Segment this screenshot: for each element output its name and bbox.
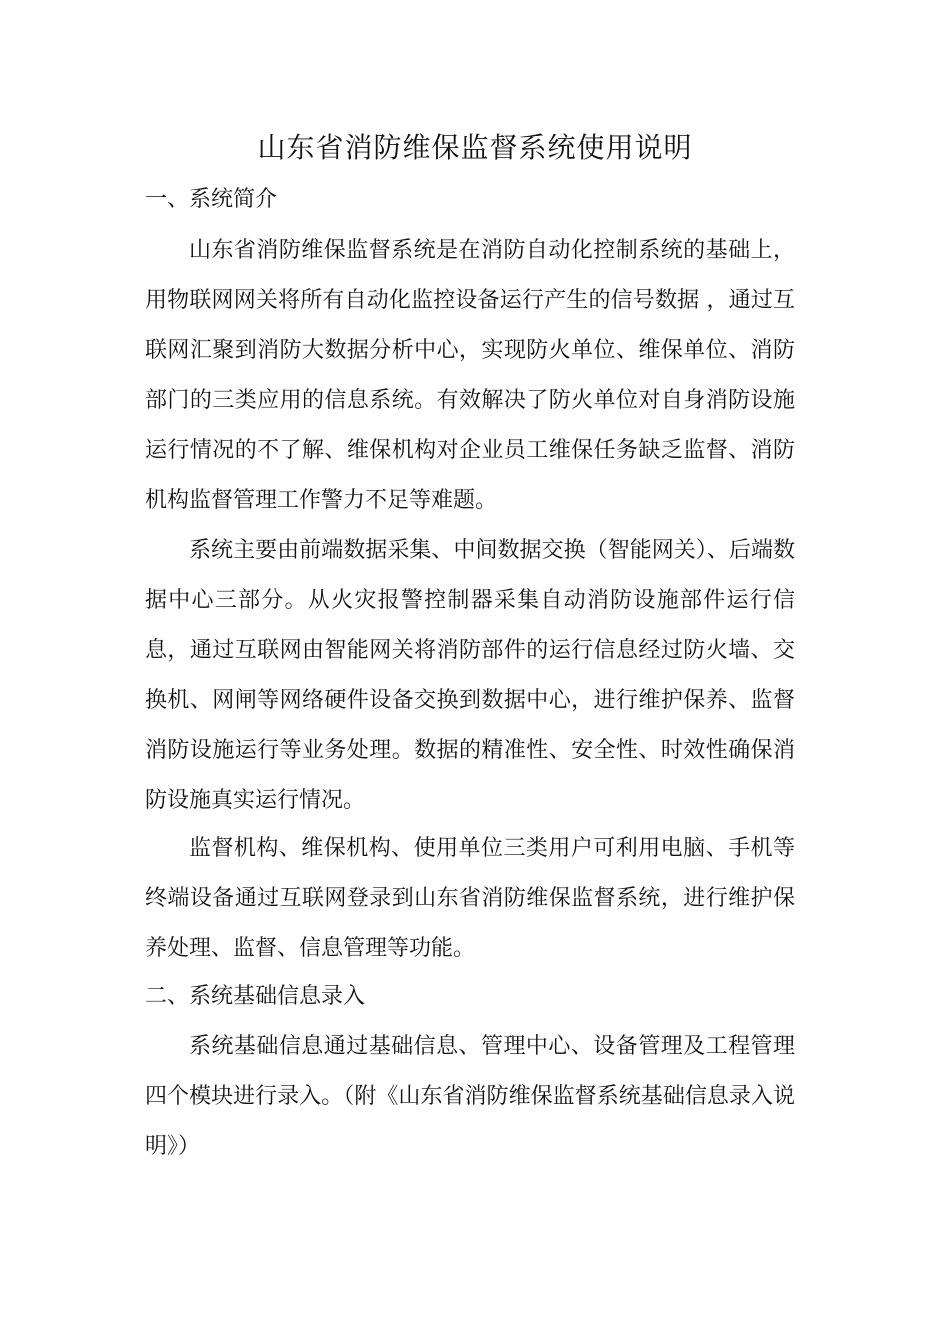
section-heading-intro: 一、系统简介: [145, 187, 278, 212]
intro-paragraph-3: 监督机构、维保机构、使用单位三类用户可利用电脑、手机等终端设备通过互联网登录到山东省消防维保监督系统，进行维护保养处理、监督、信息管理等功能。: [145, 836, 795, 961]
data-entry-paragraph-1: 系统基础信息通过基础信息、管理中心、设备管理及工程管理四个模块进行录入。（附《山东省消防维保监督系统基础信息录入说明》）: [145, 1034, 795, 1159]
section-heading-data-entry: 二、系统基础信息录入: [145, 984, 366, 1009]
document-title: 山东省消防维保监督系统使用说明: [257, 131, 693, 164]
intro-paragraph-1: 山东省消防维保监督系统是在消防自动化控制系统的基础上，用物联网网关将所有自动化监控设备运行产生的信号数据 ，通过互联网汇聚到消防大数据分析中心，实现防火单位、维保单位、消防部门的三类应用的信息系统。有效解决了防火单位对自身消防设施运行情况的不了解、维保机构对企业员工维保任务缺乏监督、消防机构监督管理工作警力不足等难题。: [145, 238, 795, 513]
intro-paragraph-2: 系统主要由前端数据采集、中间数据交换（智能网关）、后端数据中心三部分。从火灾报警控制器采集自动消防设施部件运行信息，通过互联网由智能网关将消防部件的运行信息经过防火墙、交换机、网闸等网络硬件设备交换到数据中心，进行维护保养、监督消防设施运行等业务处理。数据的精准性、安全性、时效性确保消防设施真实运行情况。: [145, 538, 795, 813]
